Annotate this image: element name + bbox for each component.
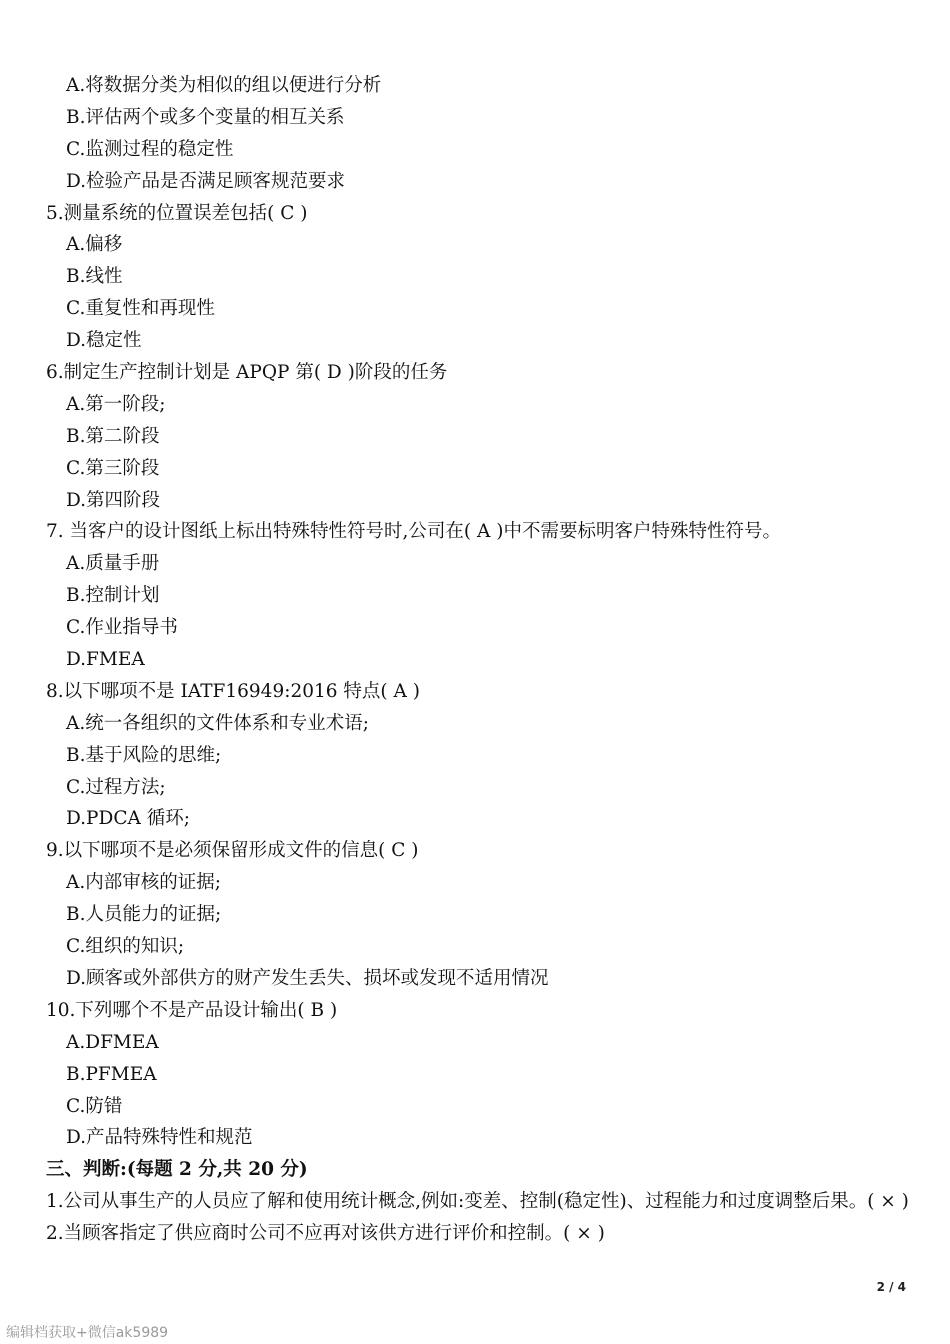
answer-option: D.顾客或外部供方的财产发生丢失、损坏或发现不适用情况 (66, 967, 549, 989)
answer-option: B.线性 (66, 266, 123, 288)
answer-option: D.PDCA 循环; (66, 808, 190, 830)
answer-option: D.稳定性 (66, 330, 142, 352)
question-text: 1.公司从事生产的人员应了解和使用统计概念,例如:变差、控制(稳定性)、过程能力和过度调整后果。( × ) (46, 1191, 909, 1213)
answer-option: B.控制计划 (66, 585, 160, 607)
answer-option: A.第一阶段; (66, 393, 166, 415)
answer-option: A.质量手册 (66, 553, 160, 575)
answer-option: B.评估两个或多个变量的相互关系 (66, 106, 345, 128)
answer-option: D.产品特殊特性和规范 (66, 1127, 253, 1149)
answer-option: C.防错 (66, 1095, 123, 1117)
question-text: 5.测量系统的位置误差包括( C ) (46, 202, 308, 224)
section-heading: 三、判断:(每题 2 分,共 20 分) (46, 1159, 308, 1181)
answer-option: D.检验产品是否满足顾客规范要求 (66, 170, 346, 192)
answer-option: B.第二阶段 (66, 425, 160, 447)
question-text: 9.以下哪项不是必须保留形成文件的信息( C ) (46, 840, 419, 862)
answer-option: D.第四阶段 (66, 489, 161, 511)
answer-option: B.PFMEA (66, 1063, 157, 1085)
question-text: 2.当顾客指定了供应商时公司不应再对该供方进行评价和控制。( × ) (46, 1223, 605, 1245)
answer-option: C.重复性和再现性 (66, 298, 215, 320)
answer-option: A.偏移 (66, 234, 123, 256)
document-body (46, 70, 916, 1250)
answer-option: C.组织的知识; (66, 936, 185, 958)
answer-option: B.基于风险的思维; (66, 744, 222, 766)
answer-option: C.第三阶段 (66, 457, 160, 479)
answer-option: B.人员能力的证据; (66, 904, 222, 926)
question-text: 6.制定生产控制计划是 APQP 第( D )阶段的任务 (46, 362, 448, 384)
answer-option: A.统一各组织的文件体系和专业术语; (66, 712, 369, 734)
question-text: 8.以下哪项不是 IATF16949:2016 特点( A ) (46, 680, 420, 702)
answer-option: A.DFMEA (66, 1031, 159, 1053)
question-text: 7. 当客户的设计图纸上标出特殊特性符号时,公司在( A )中不需要标明客户特殊特性符号。 (46, 521, 781, 543)
answer-option: A.将数据分类为相似的组以便进行分析 (66, 75, 382, 96)
answer-option: A.内部审核的证据; (66, 872, 221, 894)
answer-option: C.监测过程的稳定性 (66, 138, 234, 160)
question-text: 10.下列哪个不是产品设计输出( B ) (46, 999, 338, 1021)
page-number: 2 / 4 (876, 1280, 906, 1294)
watermark-text: 编辑档获取+微信ak5989 (6, 1325, 169, 1341)
answer-option: C.作业指导书 (66, 617, 178, 639)
answer-option: D.FMEA (66, 649, 145, 671)
answer-option: C.过程方法; (66, 776, 166, 798)
